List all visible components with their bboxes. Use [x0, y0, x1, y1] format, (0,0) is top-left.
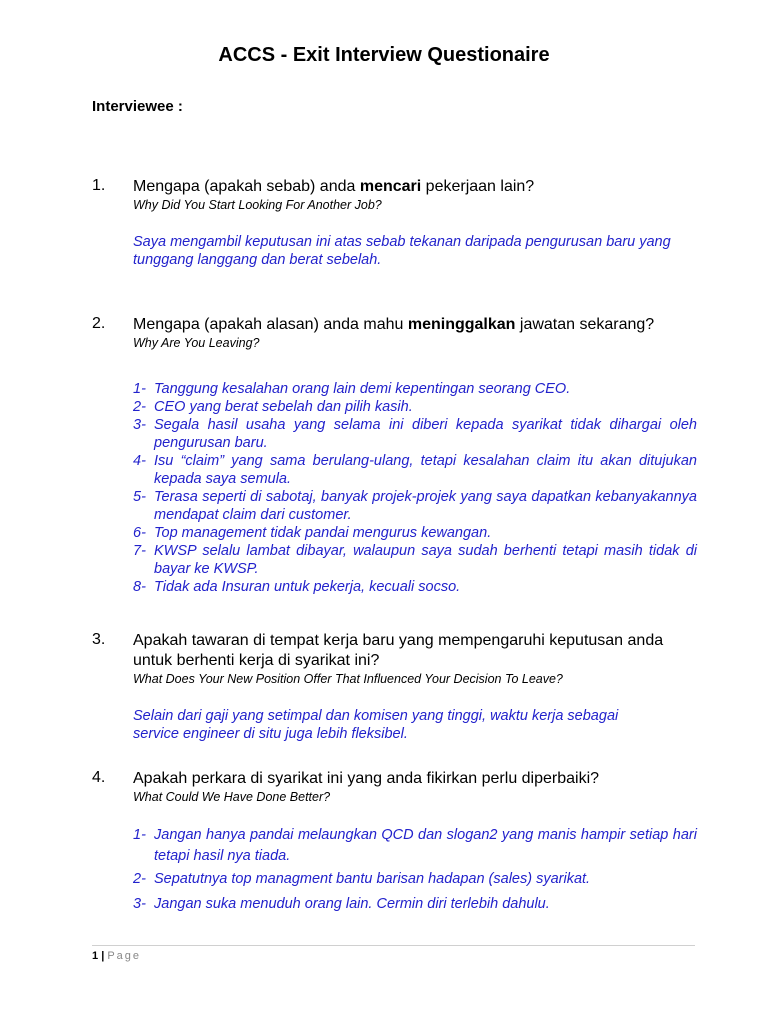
list-item: 2- CEO yang berat sebelah dan pilih kasih. — [133, 399, 413, 415]
question-4 — [92, 769, 712, 928]
question-english: Why Did You Start Looking For Another Job? — [133, 198, 382, 212]
question-1 — [92, 177, 712, 269]
question-english: What Could We Have Done Better? — [133, 790, 331, 804]
list-item: 6- Top management tidak pandai mengurus kewangan. — [133, 525, 492, 541]
question-number: 4. — [92, 769, 106, 786]
question-3 — [92, 631, 712, 743]
question-english: What Does Your New Position Offer That Influenced Your Decision To Leave? — [133, 672, 563, 686]
question-number: 3. — [92, 631, 106, 648]
question-text: Apakah perkara di syarikat ini yang anda fikirkan perlu diperbaiki? — [133, 770, 600, 787]
list-item: 8- Tidak ada Insuran untuk pekerja, kecuali socso. — [133, 579, 461, 595]
question-english: Why Are You Leaving? — [133, 336, 260, 350]
list-item: 3- Segala hasil usaha yang selama ini diberi kepada syarikat tidak dihargai oleh pengurusan baru. — [133, 417, 697, 451]
list-item: 3- Jangan suka menuduh orang lain. Cermin diri terlebih dahulu. — [133, 896, 550, 912]
question-2 — [92, 315, 712, 611]
document-title: ACCS - Exit Interview Questionaire — [218, 44, 550, 66]
list-item: 7- KWSP selalu lambat dibayar, walaupun saya sudah berhenti tetapi masih tidak di bayar ke KWSP. — [133, 543, 697, 577]
answer-list — [133, 380, 697, 596]
answer-list — [133, 825, 697, 913]
question-number: 1. — [92, 177, 106, 194]
page-footer — [92, 950, 141, 962]
question-text: Mengapa (apakah sebab) anda mencari pekerjaan lain? — [133, 178, 535, 195]
list-item: 1- Jangan hanya pandai melaungkan QCD dan slogan2 yang manis hampir setiap hari tetapi hasil nya tiada. — [133, 827, 697, 864]
question-number: 2. — [92, 315, 106, 332]
page-label: Page — [107, 950, 142, 962]
footer-separator: | — [101, 950, 105, 962]
answer-text: Selain dari gaji yang setimpal dan komisen yang tinggi, waktu kerja sebagai service engineer di situ juga lebih fleksibel. — [133, 708, 619, 742]
interviewee-label: Interviewee : — [92, 98, 183, 115]
list-item: 2- Sepatutnya top managment bantu barisan hadapan (sales) syarikat. — [133, 871, 591, 887]
list-item: 5- Terasa seperti di sabotaj, banyak projek-projek yang saya dapatkan kebanyakannya mendapat claim dari customer. — [133, 489, 697, 523]
page-number: 1 — [92, 950, 99, 962]
question-text: Apakah tawaran di tempat kerja baru yang mempengaruhi keputusan anda untuk berhenti kerja di syarikat ini? — [133, 632, 664, 669]
list-item: 1- Tanggung kesalahan orang lain demi kepentingan seorang CEO. — [133, 381, 571, 397]
list-item: 4- Isu “claim” yang sama berulang-ulang, tetapi kesalahan claim itu akan ditujukan kepada saya semula. — [133, 453, 697, 487]
question-text: Mengapa (apakah alasan) anda mahu meninggalkan jawatan sekarang? — [133, 316, 655, 333]
footer-divider — [92, 945, 695, 946]
answer-text: Saya mengambil keputusan ini atas sebab tekanan daripada pengurusan baru yang tunggang langgang dan berat sebelah. — [133, 234, 671, 268]
